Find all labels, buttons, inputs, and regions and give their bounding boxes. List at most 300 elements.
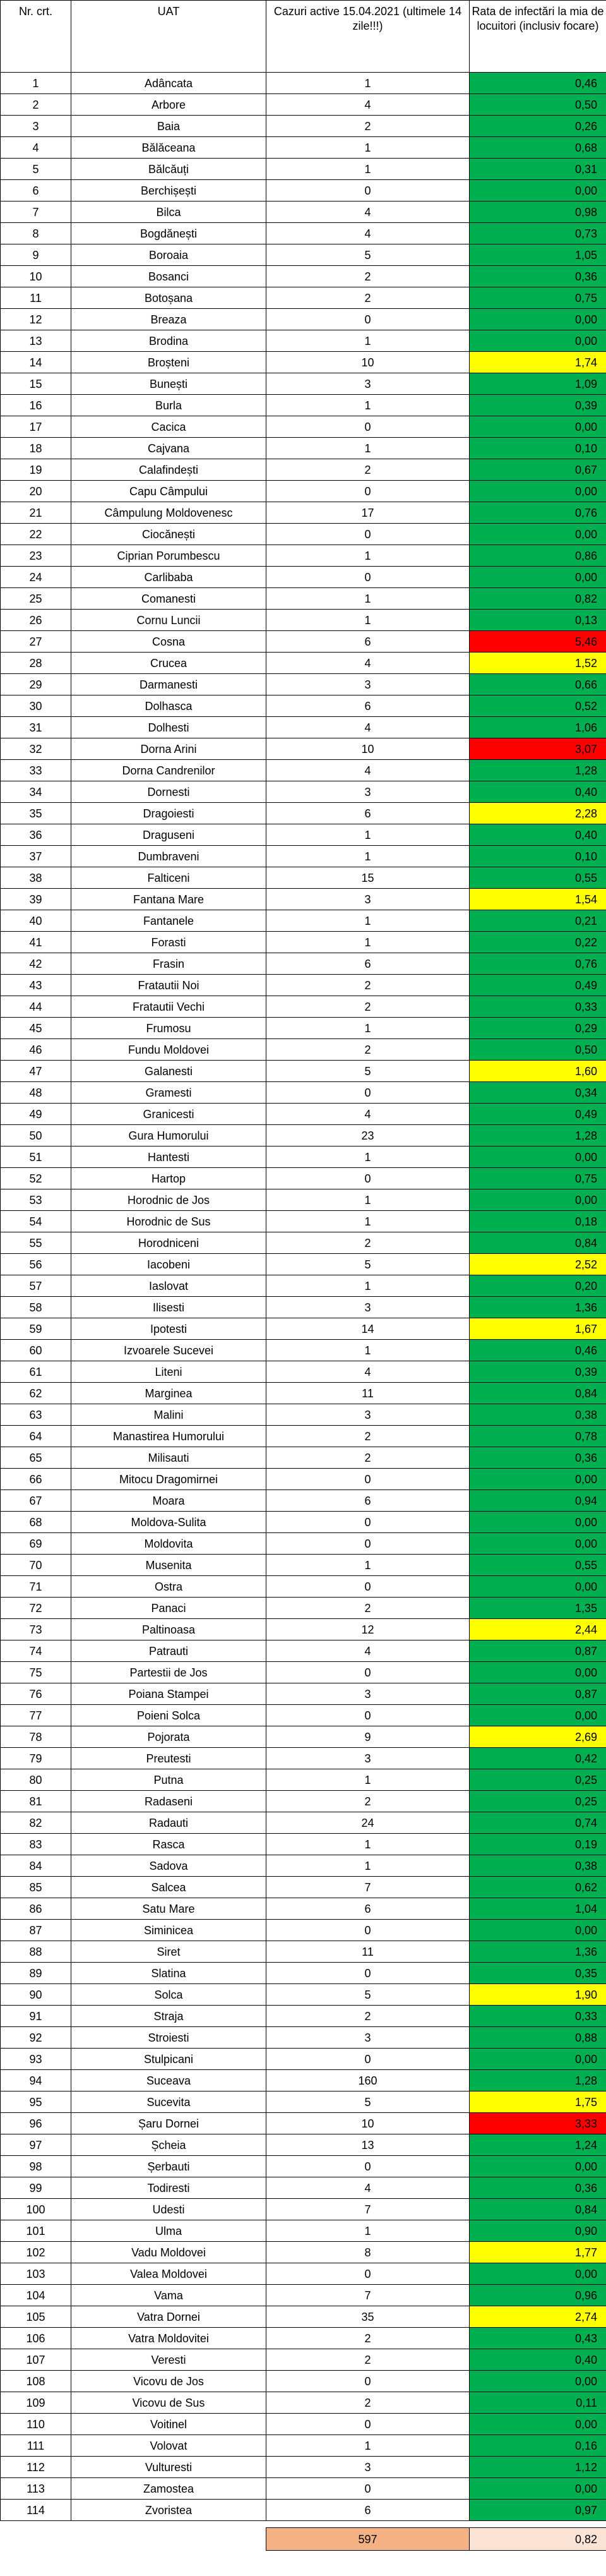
table-row (1, 867, 606, 889)
infection-rate: 0,43 (470, 2328, 606, 2349)
table-row (1, 1963, 606, 1984)
infection-rate: 1,35 (470, 1598, 606, 1619)
active-cases: 160 (266, 2070, 470, 2091)
active-cases: 4 (266, 94, 470, 116)
infection-rate: 0,76 (470, 953, 606, 975)
uat-name: Botoșana (71, 287, 266, 309)
row-number: 96 (1, 2113, 71, 2134)
active-cases: 0 (266, 567, 470, 588)
table-row (1, 1769, 606, 1791)
table-row (1, 781, 606, 803)
uat-name: Cornu Luncii (71, 610, 266, 631)
row-number: 40 (1, 910, 71, 932)
row-number: 24 (1, 567, 71, 588)
table-row (1, 2242, 606, 2263)
uat-name: Stroiesti (71, 2027, 266, 2049)
table-row (1, 1469, 606, 1490)
row-number: 65 (1, 1447, 71, 1469)
active-cases: 0 (266, 180, 470, 202)
uat-name: Forasti (71, 932, 266, 953)
row-number: 63 (1, 1404, 71, 1426)
row-number: 36 (1, 824, 71, 846)
table-row (1, 1726, 606, 1748)
uat-name: Dolhesti (71, 717, 266, 738)
infection-rate: 0,46 (470, 1340, 606, 1361)
table-row (1, 2027, 606, 2049)
row-number: 72 (1, 1598, 71, 1619)
infection-rate: 2,52 (470, 1254, 606, 1275)
infection-rate: 0,67 (470, 459, 606, 481)
active-cases: 2 (266, 1039, 470, 1061)
uat-name: Ilisesti (71, 1297, 266, 1318)
uat-name: Dorna Candrenilor (71, 760, 266, 781)
row-number: 14 (1, 352, 71, 373)
infection-rate: 0,50 (470, 1039, 606, 1061)
row-number: 78 (1, 1726, 71, 1748)
infection-rate: 0,87 (470, 1640, 606, 1662)
table-row (1, 1447, 606, 1469)
uat-name: Burla (71, 395, 266, 416)
row-number: 10 (1, 266, 71, 287)
infection-rate: 0,00 (470, 2049, 606, 2070)
uat-name: Rasca (71, 1834, 266, 1855)
uat-name: Radaseni (71, 1791, 266, 1812)
row-number: 90 (1, 1984, 71, 2006)
infection-rate: 0,97 (470, 2500, 606, 2521)
active-cases: 6 (266, 953, 470, 975)
row-number: 41 (1, 932, 71, 953)
infection-rate: 0,78 (470, 1426, 606, 1447)
uat-name: Frumosu (71, 1018, 266, 1039)
row-number: 47 (1, 1061, 71, 1082)
uat-name: Crucea (71, 653, 266, 674)
uat-name: Izvoarele Sucevei (71, 1340, 266, 1361)
table-row (1, 2049, 606, 2070)
row-number: 52 (1, 1168, 71, 1189)
active-cases: 0 (266, 2263, 470, 2285)
infection-rate: 1,09 (470, 373, 606, 395)
table-header-row (1, 1, 606, 73)
table-row (1, 1662, 606, 1683)
active-cases: 23 (266, 1125, 470, 1147)
active-cases: 0 (266, 2414, 470, 2435)
table-row (1, 1426, 606, 1447)
active-cases: 0 (266, 1469, 470, 1490)
row-number: 108 (1, 2371, 71, 2392)
infection-rate: 0,22 (470, 932, 606, 953)
infection-rate: 0,13 (470, 610, 606, 631)
infection-rate: 0,74 (470, 1812, 606, 1834)
table-row (1, 1855, 606, 1877)
table-row (1, 1533, 606, 1555)
uat-name: Dolhasca (71, 695, 266, 717)
uat-name: Carlibaba (71, 567, 266, 588)
total-infection-rate: 0,82 (470, 2528, 606, 2551)
infection-rate: 0,21 (470, 910, 606, 932)
row-number: 84 (1, 1855, 71, 1877)
active-cases: 13 (266, 2134, 470, 2156)
active-cases: 0 (266, 1576, 470, 1598)
uat-name: Breaza (71, 309, 266, 330)
table-row (1, 567, 606, 588)
uat-name: Ulma (71, 2220, 266, 2242)
active-cases: 10 (266, 2113, 470, 2134)
active-cases: 7 (266, 2199, 470, 2220)
row-number: 31 (1, 717, 71, 738)
active-cases: 4 (266, 2177, 470, 2199)
infection-rate: 0,33 (470, 996, 606, 1018)
table-row (1, 1318, 606, 1340)
active-cases: 6 (266, 1490, 470, 1512)
table-row (1, 94, 606, 116)
uat-name: Draguseni (71, 824, 266, 846)
row-number: 77 (1, 1705, 71, 1726)
active-cases: 0 (266, 1512, 470, 1533)
active-cases: 0 (266, 1920, 470, 1941)
infection-rate: 0,00 (470, 567, 606, 588)
uat-name: Fratautii Noi (71, 975, 266, 996)
active-cases: 1 (266, 159, 470, 180)
table-row (1, 889, 606, 910)
active-cases: 4 (266, 760, 470, 781)
row-number: 43 (1, 975, 71, 996)
active-cases: 2 (266, 1232, 470, 1254)
row-number: 103 (1, 2263, 71, 2285)
table-row (1, 159, 606, 180)
active-cases: 6 (266, 631, 470, 653)
active-cases: 15 (266, 867, 470, 889)
uat-name: Horodnic de Sus (71, 1211, 266, 1232)
row-number: 101 (1, 2220, 71, 2242)
infection-rate: 0,40 (470, 2349, 606, 2371)
active-cases: 4 (266, 202, 470, 223)
infection-rate: 0,36 (470, 2177, 606, 2199)
row-number: 81 (1, 1791, 71, 1812)
infection-rate: 0,00 (470, 309, 606, 330)
row-number: 68 (1, 1512, 71, 1533)
uat-name: Cajvana (71, 438, 266, 459)
active-cases: 1 (266, 1147, 470, 1168)
active-cases: 3 (266, 781, 470, 803)
row-number: 25 (1, 588, 71, 610)
row-number: 82 (1, 1812, 71, 1834)
row-number: 28 (1, 653, 71, 674)
infection-rate: 1,05 (470, 244, 606, 266)
row-number: 11 (1, 287, 71, 309)
table-row (1, 1705, 606, 1726)
active-cases: 6 (266, 1898, 470, 1920)
row-number: 105 (1, 2306, 71, 2328)
table-row (1, 1555, 606, 1576)
uat-name: Comanesti (71, 588, 266, 610)
row-number: 18 (1, 438, 71, 459)
row-number: 74 (1, 1640, 71, 1662)
row-number: 4 (1, 137, 71, 159)
table-row (1, 2285, 606, 2306)
uat-name: Berchișești (71, 180, 266, 202)
infection-rate: 0,84 (470, 1383, 606, 1404)
active-cases: 3 (266, 373, 470, 395)
table-row (1, 1812, 606, 1834)
table-row (1, 1297, 606, 1318)
uat-name: Vatra Moldovitei (71, 2328, 266, 2349)
infection-rate: 1,60 (470, 1061, 606, 1082)
active-cases: 0 (266, 481, 470, 502)
row-number: 61 (1, 1361, 71, 1383)
table-row (1, 1018, 606, 1039)
row-number: 16 (1, 395, 71, 416)
infection-rate: 1,28 (470, 760, 606, 781)
table-row (1, 846, 606, 867)
infection-rate: 0,00 (470, 1189, 606, 1211)
row-number: 53 (1, 1189, 71, 1211)
uat-name: Stulpicani (71, 2049, 266, 2070)
infection-rate: 0,46 (470, 73, 606, 94)
row-number: 33 (1, 760, 71, 781)
table-row (1, 824, 606, 846)
row-number: 50 (1, 1125, 71, 1147)
infection-rate: 1,90 (470, 1984, 606, 2006)
row-number: 71 (1, 1576, 71, 1598)
row-number: 35 (1, 803, 71, 824)
row-number: 70 (1, 1555, 71, 1576)
table-row (1, 1061, 606, 1082)
header-nr: Nr. crt. (1, 1, 71, 73)
uat-name: Ciprian Porumbescu (71, 545, 266, 567)
table-row (1, 910, 606, 932)
infection-rate: 0,00 (470, 416, 606, 438)
table-row (1, 416, 606, 438)
header-active-cases: Cazuri active 15.04.2021 (ultimele 14 zile!!!) (266, 1, 470, 73)
row-number: 44 (1, 996, 71, 1018)
uat-name: Câmpulung Moldovenesc (71, 502, 266, 524)
uat-name: Siret (71, 1941, 266, 1963)
uat-name: Fantana Mare (71, 889, 266, 910)
active-cases: 24 (266, 1812, 470, 1834)
active-cases: 3 (266, 1404, 470, 1426)
active-cases: 2 (266, 2349, 470, 2371)
row-number: 42 (1, 953, 71, 975)
infection-rate: 0,75 (470, 287, 606, 309)
infection-rate: 0,00 (470, 1147, 606, 1168)
uat-name: Patrauti (71, 1640, 266, 1662)
infection-rate: 0,00 (470, 2371, 606, 2392)
table-row (1, 137, 606, 159)
uat-name: Vatra Dornei (71, 2306, 266, 2328)
active-cases: 2 (266, 459, 470, 481)
row-number: 100 (1, 2199, 71, 2220)
uat-name: Solca (71, 1984, 266, 2006)
infection-rate: 0,16 (470, 2435, 606, 2457)
uat-name: Vicovu de Sus (71, 2392, 266, 2414)
infection-rate: 1,67 (470, 1318, 606, 1340)
row-number: 6 (1, 180, 71, 202)
active-cases: 1 (266, 1275, 470, 1297)
infection-rate: 0,40 (470, 824, 606, 846)
uat-name: Fundu Moldovei (71, 1039, 266, 1061)
active-cases: 0 (266, 1963, 470, 1984)
active-cases: 2 (266, 975, 470, 996)
table-row (1, 1275, 606, 1297)
table-row (1, 73, 606, 94)
uat-name: Calafindești (71, 459, 266, 481)
row-number: 15 (1, 373, 71, 395)
uat-name: Hartop (71, 1168, 266, 1189)
table-row (1, 1512, 606, 1533)
table-row (1, 1361, 606, 1383)
uat-name: Volovat (71, 2435, 266, 2457)
row-number: 114 (1, 2500, 71, 2521)
infection-rate: 0,49 (470, 1104, 606, 1125)
table-row (1, 975, 606, 996)
row-number: 57 (1, 1275, 71, 1297)
active-cases: 2 (266, 1426, 470, 1447)
table-row (1, 1748, 606, 1769)
table-row (1, 932, 606, 953)
table-row (1, 373, 606, 395)
row-number: 60 (1, 1340, 71, 1361)
active-cases: 5 (266, 1254, 470, 1275)
totals-row (1, 2528, 606, 2551)
row-number: 49 (1, 1104, 71, 1125)
active-cases: 2 (266, 116, 470, 137)
active-cases: 17 (266, 502, 470, 524)
table-row (1, 1104, 606, 1125)
infection-rate: 2,74 (470, 2306, 606, 2328)
row-number: 17 (1, 416, 71, 438)
uat-name: Horodnic de Jos (71, 1189, 266, 1211)
uat-name: Darmanesti (71, 674, 266, 695)
uat-name: Bilca (71, 202, 266, 223)
infection-rate: 1,06 (470, 717, 606, 738)
infection-rate: 0,39 (470, 1361, 606, 1383)
table-row (1, 2392, 606, 2414)
active-cases: 4 (266, 1361, 470, 1383)
uat-name: Milisauti (71, 1447, 266, 1469)
row-number: 91 (1, 2006, 71, 2027)
active-cases: 0 (266, 2049, 470, 2070)
table-row (1, 2156, 606, 2177)
table-row (1, 2414, 606, 2435)
infection-rate: 0,96 (470, 2285, 606, 2306)
uat-name: Adâncata (71, 73, 266, 94)
table-row (1, 674, 606, 695)
infection-rate: 0,94 (470, 1490, 606, 1512)
table-row (1, 695, 606, 717)
table-row (1, 1683, 606, 1705)
header-uat: UAT (71, 1, 266, 73)
uat-name: Slatina (71, 1963, 266, 1984)
active-cases: 2 (266, 2328, 470, 2349)
row-number: 111 (1, 2435, 71, 2457)
uat-name: Liteni (71, 1361, 266, 1383)
table-row (1, 438, 606, 459)
uat-name: Fantanele (71, 910, 266, 932)
infection-rate: 0,20 (470, 1275, 606, 1297)
table-row (1, 2500, 606, 2521)
table-row (1, 330, 606, 352)
table-row (1, 1147, 606, 1168)
uat-name: Iacobeni (71, 1254, 266, 1275)
active-cases: 0 (266, 524, 470, 545)
uat-name: Sucevita (71, 2091, 266, 2113)
row-number: 23 (1, 545, 71, 567)
uat-name: Marginea (71, 1383, 266, 1404)
active-cases: 2 (266, 1791, 470, 1812)
table-row (1, 1984, 606, 2006)
uat-name: Granicesti (71, 1104, 266, 1125)
infection-rate: 0,75 (470, 1168, 606, 1189)
active-cases: 3 (266, 889, 470, 910)
uat-name: Mitocu Dragomirnei (71, 1469, 266, 1490)
row-number: 89 (1, 1963, 71, 1984)
row-number: 9 (1, 244, 71, 266)
uat-name: Baia (71, 116, 266, 137)
row-number: 13 (1, 330, 71, 352)
table-row (1, 395, 606, 416)
table-row (1, 803, 606, 824)
table-row (1, 202, 606, 223)
row-number: 112 (1, 2457, 71, 2478)
uat-name: Udesti (71, 2199, 266, 2220)
uat-name: Pojorata (71, 1726, 266, 1748)
row-number: 51 (1, 1147, 71, 1168)
infection-rate: 0,18 (470, 1211, 606, 1232)
table-row (1, 352, 606, 373)
uat-name: Vama (71, 2285, 266, 2306)
infection-rate: 0,73 (470, 223, 606, 244)
uat-name: Poieni Solca (71, 1705, 266, 1726)
infection-rate: 0,11 (470, 2392, 606, 2414)
active-cases: 1 (266, 1555, 470, 1576)
infection-rate: 0,87 (470, 1683, 606, 1705)
table-row (1, 287, 606, 309)
row-number: 7 (1, 202, 71, 223)
table-row (1, 1254, 606, 1275)
table-row (1, 717, 606, 738)
table-row (1, 588, 606, 610)
table-row (1, 2091, 606, 2113)
infection-rate: 0,26 (470, 116, 606, 137)
active-cases: 2 (266, 2006, 470, 2027)
active-cases: 1 (266, 395, 470, 416)
row-number: 85 (1, 1877, 71, 1898)
table-row (1, 2199, 606, 2220)
active-cases: 1 (266, 438, 470, 459)
table-row (1, 1576, 606, 1598)
infection-rate: 0,29 (470, 1018, 606, 1039)
uat-name: Bogdănești (71, 223, 266, 244)
infection-rate: 0,00 (470, 330, 606, 352)
table-row (1, 2478, 606, 2500)
active-cases: 0 (266, 1705, 470, 1726)
infection-rate: 1,36 (470, 1297, 606, 1318)
table-row (1, 1082, 606, 1104)
infection-rate: 0,84 (470, 2199, 606, 2220)
active-cases: 1 (266, 545, 470, 567)
row-number: 92 (1, 2027, 71, 2049)
uat-name: Ciocănești (71, 524, 266, 545)
infection-rate: 0,00 (470, 180, 606, 202)
uat-name: Șerbauti (71, 2156, 266, 2177)
table-row (1, 309, 606, 330)
table-row (1, 1490, 606, 1512)
uat-name: Broșteni (71, 352, 266, 373)
uat-name: Gramesti (71, 1082, 266, 1104)
active-cases: 2 (266, 996, 470, 1018)
active-cases: 1 (266, 1855, 470, 1877)
total-active-cases: 597 (266, 2528, 470, 2551)
